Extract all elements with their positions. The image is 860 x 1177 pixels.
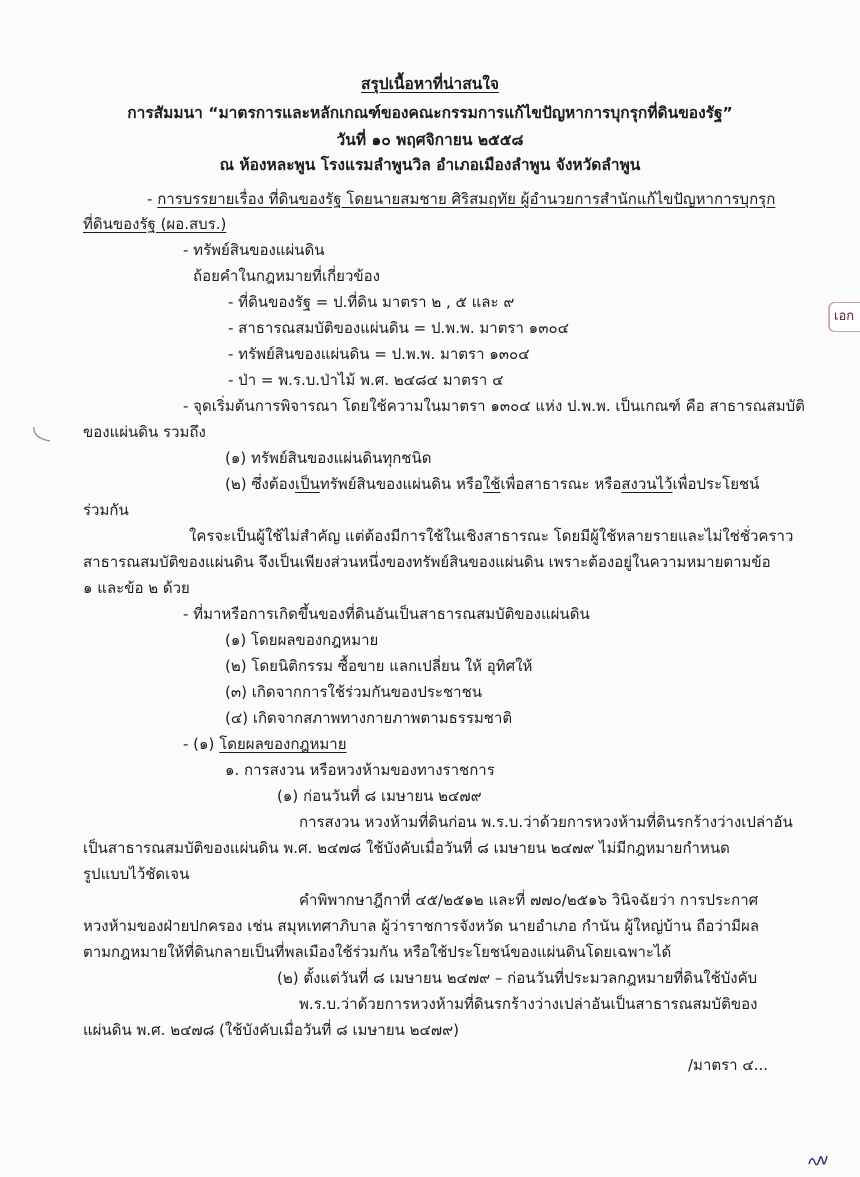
section-number: - (๑)	[183, 735, 220, 753]
document-title: สรุปเนื้อหาที่น่าสนใจ	[361, 75, 499, 93]
seminar-venue: ณ ห้องหละพูน โรงแรมลำพูนวิล อำเภอเมืองลำพูน จังหวัดลำพูน	[219, 156, 641, 174]
para-after-line-2: แผ่นดิน พ.ศ. ๒๔๗๘ (ใช้บังคับเมื่อวันที่ ๘ เมษายน ๒๔๗๙)	[83, 1021, 459, 1039]
para-before-line-3: รูปแบบไว้ชัดเจน	[83, 865, 190, 883]
lecture-topic: การบรรยายเรื่อง ที่ดินของรัฐ โดยนายสมชาย ศิริสมฤทัย ผู้อำนวยการสำนักแก้ไขปัญหาการบุกรุก	[157, 190, 776, 208]
margin-mark	[30, 424, 54, 446]
term-state-property: - ทรัพย์สินของแผ่นดิน = ป.พ.พ. มาตรา ๑๓๐๔	[228, 345, 530, 363]
supreme-court-line-1: คำพิพากษาฎีกาที่ ๔๕/๒๕๑๒ และที่ ๗๗๐/๒๕๑๖ วินิจฉัยว่า การประกาศ	[299, 891, 759, 909]
supreme-court-line-3: ตามกฎหมายให้ที่ดินกลายเป็นที่พลเมืองใช้ร่วมกัน หรือใช้ประโยชน์ของแผ่นดินโดยเฉพาะได้	[83, 943, 672, 961]
period-after-1936: (๒) ตั้งแต่วันที่ ๘ เมษายน ๒๔๗๙ – ก่อนวันที่ประมวลกฎหมายที่ดินใช้บังคับ	[277, 969, 758, 987]
starting-point-line-2: ของแผ่นดิน รวมถึง	[83, 423, 206, 441]
section-title: โดยผลของกฎหมาย	[219, 735, 347, 753]
side-tab-label: เอก	[834, 309, 855, 324]
item-2-underline-be: เป็น	[294, 475, 320, 493]
supreme-court-line-2: หวงห้ามของฝ่ายปกครอง เช่น สมุหเทศาภิบาล ผู้ว่าราชการจังหวัด นายอำเภอ กำนัน ผู้ใหญ่บ้าน ถือว่ามีผล	[83, 917, 760, 935]
term-public-domain: - สาธารณสมบัติของแผ่นดิน = ป.พ.พ. มาตรา ๑๓๐๔	[228, 319, 569, 337]
para-before-line-1: การสงวน หวงห้ามที่ดินก่อน พ.ร.บ.ว่าด้วยการหวงห้ามที่ดินรกร้างว่างเปล่าอัน	[299, 813, 793, 831]
handwritten-initials-mark	[806, 1150, 830, 1172]
term-state-land: - ที่ดินของรัฐ = ป.ที่ดิน มาตรา ๒ , ๕ และ ๙	[228, 293, 515, 311]
seminar-date: วันที่ ๑๐ พฤศจิกายน ๒๕๕๘	[336, 131, 524, 149]
seminar-title: การสัมมนา “มาตรการและหลักเกณฑ์ของคณะกรรมการแก้ไขปัญหาการบุกรุกที่ดินของรัฐ”	[127, 104, 733, 122]
starting-point-line-1: - จุดเริ่มต้นการพิจารณา โดยใช้ความในมาตรา ๑๓๐๔ แห่ง ป.พ.พ. เป็นเกณฑ์ คือ สาธารณสมบัติ	[183, 397, 805, 415]
continuation-marker: /มาตรา ๔...	[688, 1056, 769, 1074]
item-2-part-g: เพื่อประโยชน์	[672, 475, 760, 493]
item-2-part-a: (๒) ซึ่งต้อง	[225, 475, 295, 493]
period-before-1936: (๑) ก่อนวันที่ ๘ เมษายน ๒๔๗๙	[277, 787, 482, 805]
term-forest: - ป่า = พ.ร.บ.ป่าไม้ พ.ศ. ๒๔๘๔ มาตรา ๔	[228, 371, 504, 389]
item-1-all-property: (๑) ทรัพย์สินของแผ่นดินทุกชนิด	[225, 449, 432, 467]
lecture-line-1	[147, 189, 775, 209]
para-after-line-1: พ.ร.บ.ว่าด้วยการหวงห้ามที่ดินรกร้างว่างเปล่าอันเป็นสาธารณสมบัติของ	[299, 995, 758, 1013]
origin-item-2: (๒) โดยนิติกรรม ซื้อขาย แลกเปลี่ยน ให้ อุทิศให้	[225, 657, 533, 675]
dash: -	[147, 190, 153, 208]
bullet-state-property: - ทรัพย์สินของแผ่นดิน	[183, 241, 325, 259]
origin-item-1: (๑) โดยผลของกฎหมาย	[225, 631, 379, 649]
item-2-underline-use: ใช้	[482, 475, 501, 493]
legal-terms-heading: ถ้อยคำในกฎหมายที่เกี่ยวข้อง	[193, 267, 380, 285]
lecture-line-2: ที่ดินของรัฐ (ผอ.สบร.)	[83, 215, 227, 233]
origin-item-4: (๔) เกิดจากสภาพทางกายภาพตามธรรมชาติ	[225, 709, 513, 727]
origin-item-3: (๓) เกิดจากการใช้ร่วมกันของประชาชน	[225, 683, 482, 701]
subsection-reservation: ๑. การสงวน หรือหวงห้ามของทางราชการ	[225, 761, 495, 779]
explanation-line-1: ใครจะเป็นผู้ใช้ไม่สำคัญ แต่ต้องมีการใช้ในเชิงสาธารณะ โดยมีผู้ใช้หลายรายและไม่ใช่ชั่วคราว	[189, 527, 794, 545]
explanation-line-3: ๑ และข้อ ๒ ด้วย	[83, 579, 190, 597]
item-2-purpose	[225, 474, 759, 494]
explanation-line-2: สาธารณสมบัติของแผ่นดิน จึงเป็นเพียงส่วนหนึ่งของทรัพย์สินของแผ่นดิน เพราะต้องอยู่ในความหมายตามข้อ	[83, 553, 771, 571]
item-2-continued: ร่วมกัน	[83, 501, 129, 519]
item-2-part-e: เพื่อสาธารณะ หรือ	[500, 475, 622, 493]
origin-heading: - ที่มาหรือการเกิดขึ้นของที่ดินอันเป็นสาธารณสมบัติของแผ่นดิน	[183, 605, 590, 623]
para-before-line-2: เป็นสาธารณสมบัติของแผ่นดิน พ.ศ. ๒๔๗๘ ใช้บังคับเมื่อวันที่ ๘ เมษายน ๒๔๗๙ ไม่มีกฎหมายกำหนด	[83, 839, 730, 857]
section-by-law	[183, 734, 346, 754]
side-tab[interactable]	[829, 302, 860, 332]
item-2-part-c: ทรัพย์สินของแผ่นดิน หรือ	[319, 475, 483, 493]
item-2-underline-reserve: สงวนไว้	[621, 475, 673, 493]
